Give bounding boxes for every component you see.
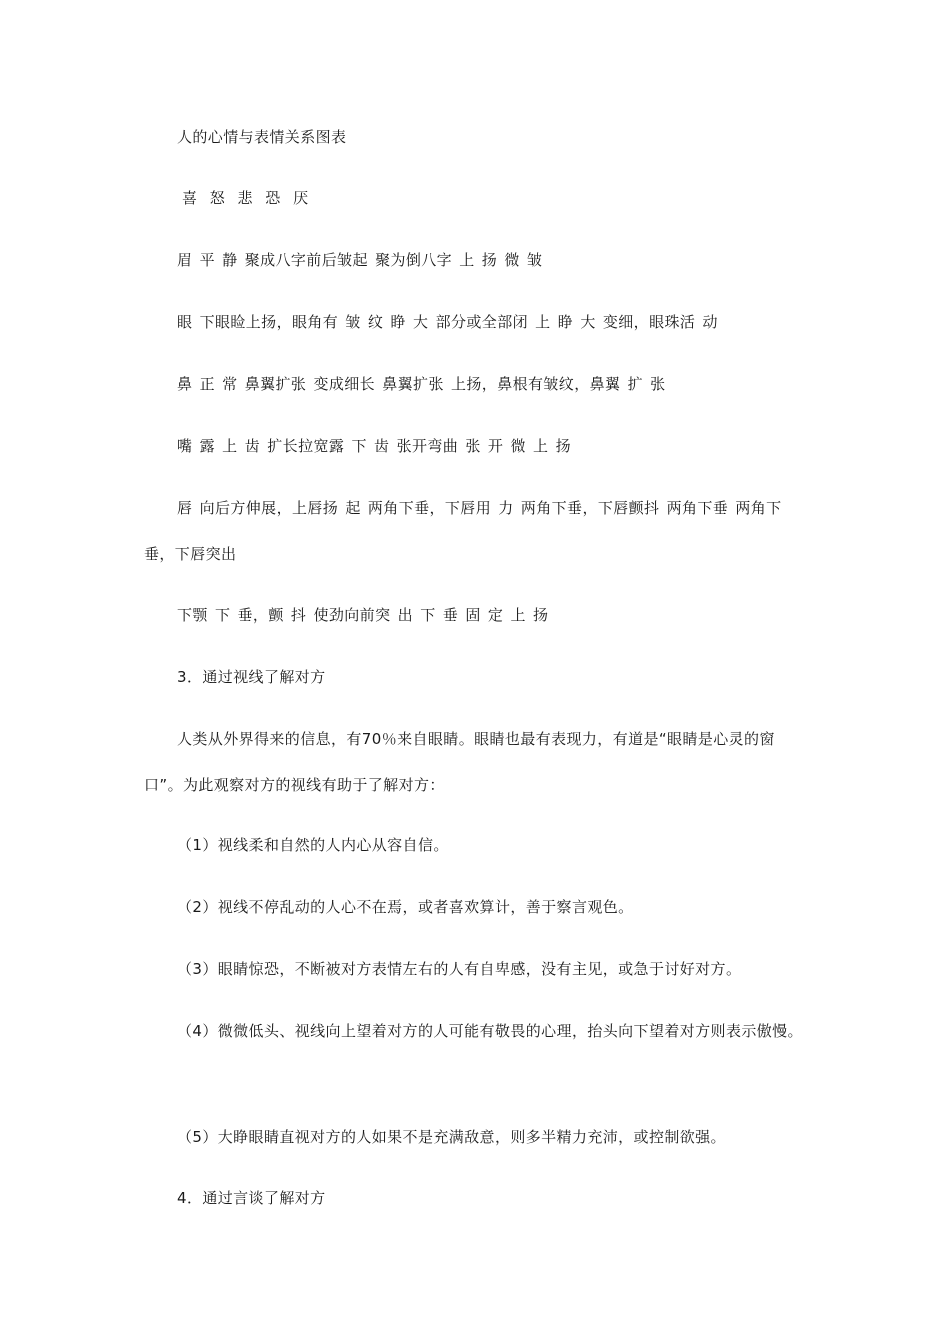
emotion-header-row: 喜 怒 悲 恐 厌 [182, 189, 313, 207]
gaze-item-1: （1）视线柔和自然的人内心从容自信。 [177, 836, 449, 854]
chart-title: 人的心情与表情关系图表 [177, 128, 347, 146]
brow-row: 眉 平 静 聚成八字前后皱起 聚为倒八字 上 扬 微 皱 [177, 251, 543, 269]
gaze-item-2: （2）视线不停乱动的人心不在焉，或者喜欢算计，善于察言观色。 [177, 898, 634, 916]
eye-row: 眼 下眼睑上扬，眼角有 皱 纹 睁 大 部分或全部闭 上 睁 大 变细，眼珠活 动 [177, 313, 718, 331]
gaze-item-3: （3）眼睛惊恐，不断被对方表情左右的人有自卑感，没有主见，或急于讨好对方。 [177, 960, 742, 978]
section-3-heading: 3．通过视线了解对方 [177, 668, 326, 686]
mouth-row: 嘴 露 上 齿 扩长拉宽露 下 齿 张开弯曲 张 开 微 上 扬 [177, 437, 572, 455]
chin-row: 下颚 下 垂，颤 抖 使劲向前突 出 下 垂 固 定 上 扬 [177, 606, 549, 624]
gaze-item-5: （5）大睁眼睛直视对方的人如果不是充满敌意，则多半精力充沛，或控制欲强。 [177, 1128, 726, 1146]
gaze-item-4: （4）微微低头、视线向上望着对方的人可能有敬畏的心理，抬头向下望着对方则表示傲慢。 [177, 1022, 803, 1040]
lip-row: 唇 向后方伸展，上唇扬 起 两角下垂，下唇用 力 两角下垂，下唇颤抖 两角下垂 两角下垂，下唇突出 [144, 499, 782, 563]
nose-row: 鼻 正 常 鼻翼扩张 变成细长 鼻翼扩张 上扬，鼻根有皱纹，鼻翼 扩 张 [177, 375, 666, 393]
section-4-heading: 4．通过言谈了解对方 [177, 1189, 326, 1207]
section-3-intro: 人类从外界得来的信息，有70％来自眼睛。眼睛也最有表现力，有道是“眼睛是心灵的窗口”。为此观察对方的视线有助于了解对方： [144, 730, 775, 794]
